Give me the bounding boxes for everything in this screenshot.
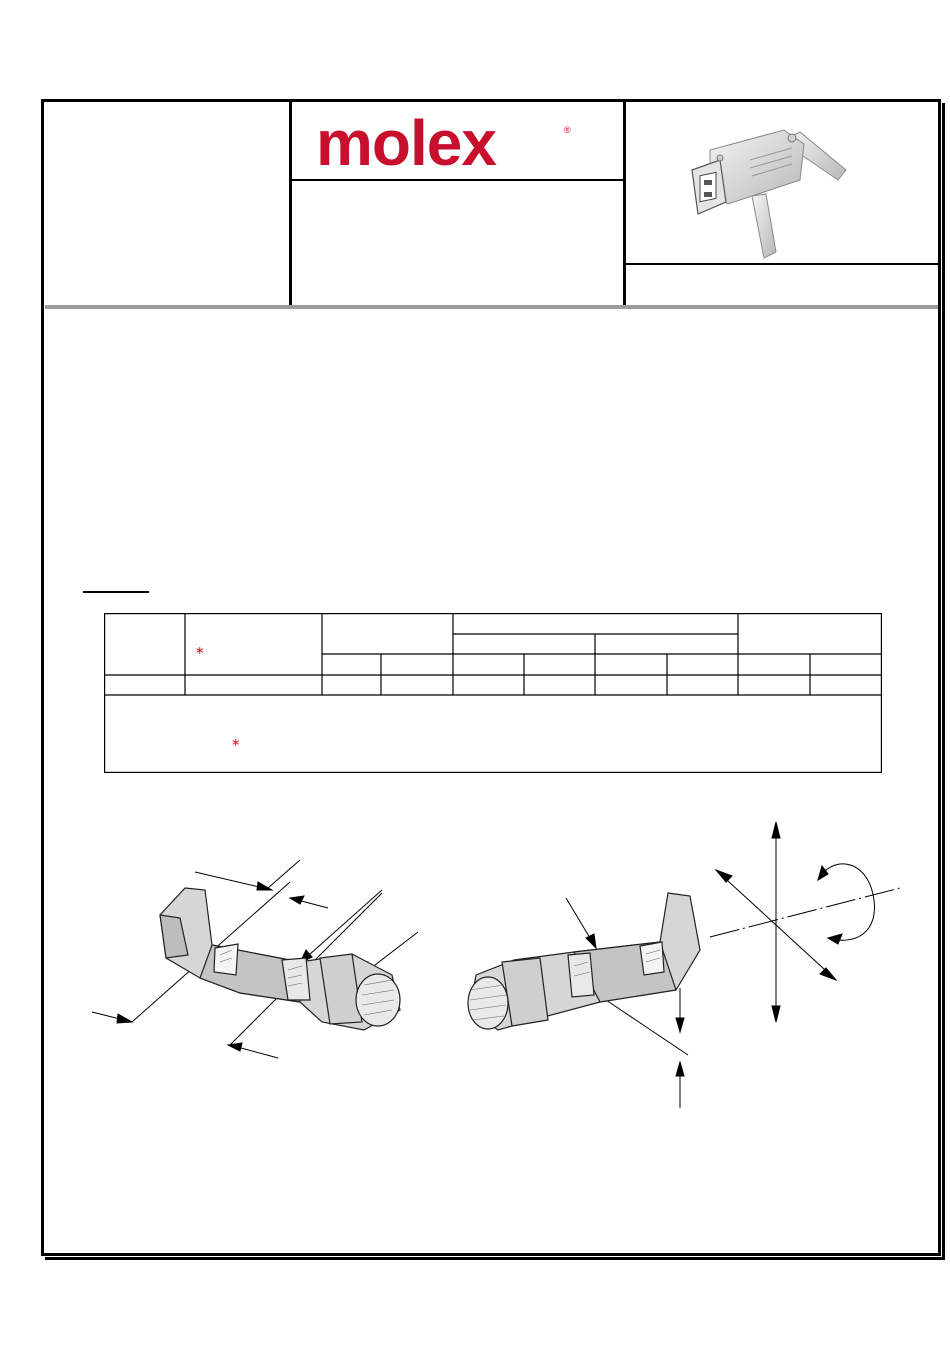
asterisk-marker-2: * (232, 736, 240, 754)
registered-mark: ® (564, 125, 571, 135)
asterisk-marker-1: * (196, 644, 204, 662)
molex-logo: molex (316, 107, 496, 179)
